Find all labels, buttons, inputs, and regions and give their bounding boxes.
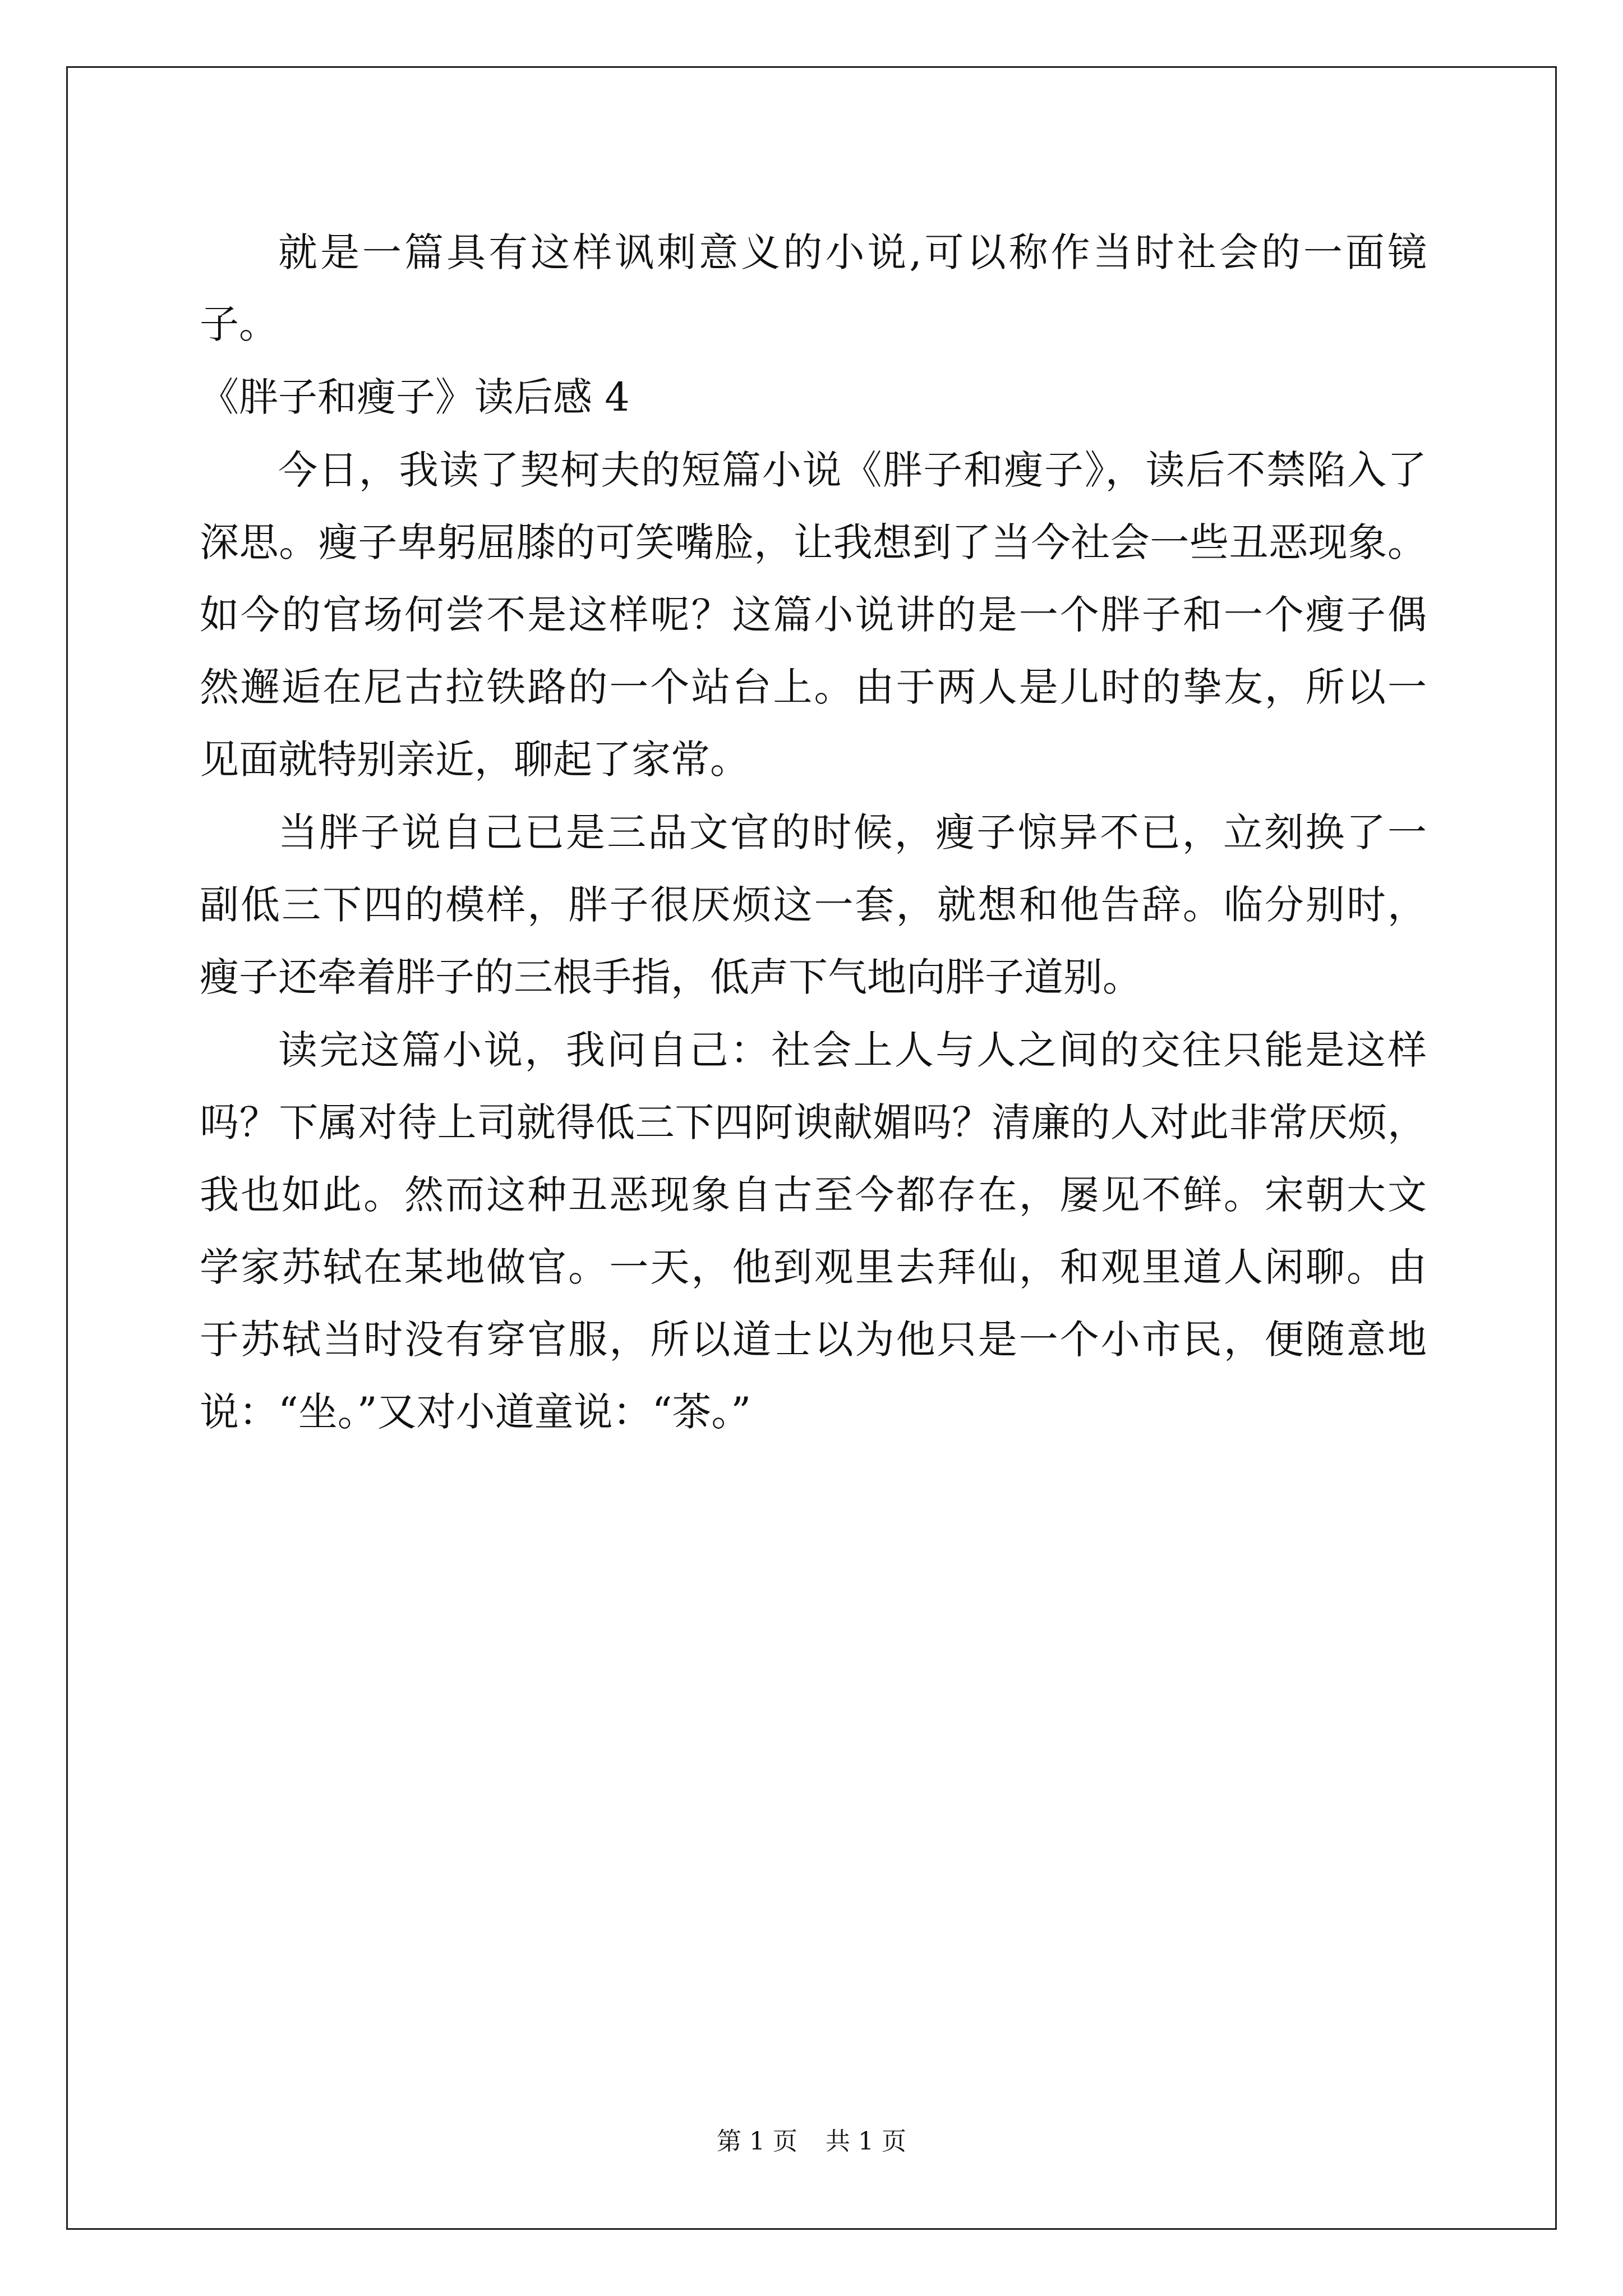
section-heading: 《胖子和瘦子》读后感 4 — [200, 374, 630, 420]
page-total: 共 1 页 — [826, 2127, 906, 2156]
paragraph-3-line-3: 瘦子还牵着胖子的三根手指，低声下气地向胖子道别。 — [200, 954, 1142, 1000]
paragraph-3-line-1: 当胖子说自己已是三品文官的时候，瘦子惊异不已，立刻换了一 — [278, 809, 1427, 855]
paragraph-1-line-2: 子。 — [200, 301, 278, 347]
page-number: 第 1 页 — [717, 2127, 797, 2156]
paragraph-4-line-5: 于苏轼当时没有穿官服，所以道士以为他只是一个小市民，便随意地 — [200, 1317, 1427, 1363]
paragraph-2-line-5: 见面就特别亲近，聊起了家常。 — [200, 737, 749, 783]
paragraph-2-line-3: 如今的官场何尝不是这样呢？这篇小说讲的是一个胖子和一个瘦子偶 — [200, 592, 1427, 638]
page-footer — [0, 2125, 1623, 2159]
paragraph-2-line-2: 深思。瘦子卑躬屈膝的可笑嘴脸，让我想到了当今社会一些丑恶现象。 — [200, 519, 1427, 565]
paragraph-4-line-3: 我也如此。然而这种丑恶现象自古至今都存在，屡见不鲜。宋朝大文 — [200, 1172, 1427, 1218]
paragraph-1-line-1: 就是一篇具有这样讽刺意义的小说,可以称作当时社会的一面镜 — [278, 229, 1427, 275]
paragraph-2-line-1: 今日，我读了契柯夫的短篇小说《胖子和瘦子》，读后不禁陷入了 — [278, 447, 1427, 493]
paragraph-3-line-2: 副低三下四的模样，胖子很厌烦这一套，就想和他告辞。临分别时， — [200, 882, 1427, 928]
paragraph-4-line-4: 学家苏轼在某地做官。一天，他到观里去拜仙，和观里道人闲聊。由 — [200, 1244, 1427, 1290]
paragraph-4-line-6: 说：“坐。”又对小道童说：“茶。” — [200, 1389, 751, 1435]
paragraph-2-line-4: 然邂逅在尼古拉铁路的一个站台上。由于两人是儿时的挚友，所以一 — [200, 664, 1427, 710]
paragraph-4-line-1: 读完这篇小说，我问自己：社会上人与人之间的交往只能是这样 — [278, 1027, 1427, 1073]
paragraph-4-line-2: 吗？下属对待上司就得低三下四阿谀献媚吗？清廉的人对此非常厌烦， — [200, 1099, 1427, 1145]
